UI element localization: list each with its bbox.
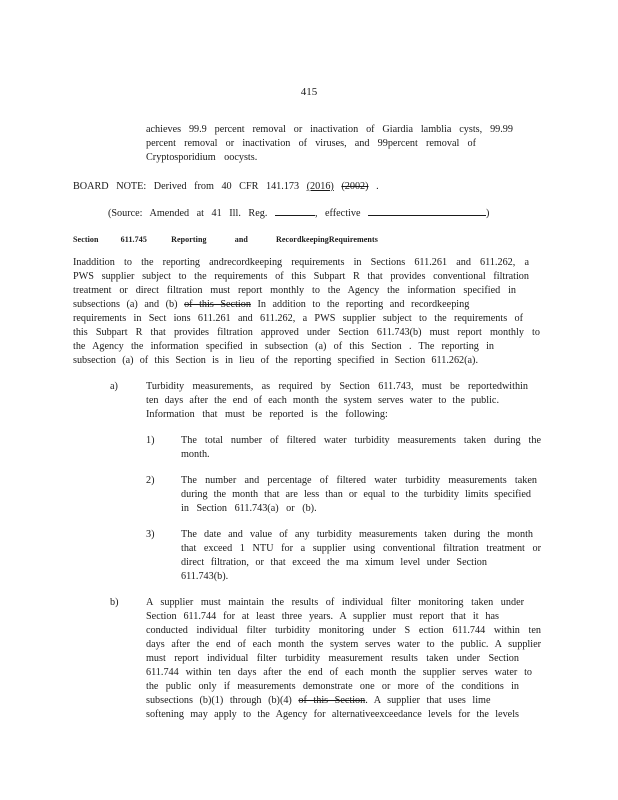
item-b-line-4: days after the end of each month the system serves water to the public. A supplier (146, 639, 541, 650)
source-suffix: ) (486, 208, 490, 219)
item-b-line-8-prefix: subsections (b)(1) through (b)(4) (146, 695, 292, 706)
item-b-line-6: 611.744 within ten days after the end of each month the supplier serves water to (146, 667, 532, 678)
main-line-4-struck: of this Section (184, 299, 251, 310)
item-b-line-8 (146, 694, 491, 708)
item-b-line-1: A supplier must maintain the results of individual filter monitoring taken under (146, 597, 524, 608)
intro-line-2: percent removal or inactivation of viruses, and 99percent removal of (146, 138, 476, 149)
main-line-3: treatment or direct filtration must report monthly to the Agency the information specified in (73, 285, 516, 296)
item-a-2-label: 2) (146, 475, 155, 486)
item-a-1-line-1: The total number of filtered water turbidity measurements taken during the (181, 435, 541, 446)
intro-line-1: achieves 99.9 percent removal or inactivation of Giardia lamblia cysts, 99.99 (146, 124, 513, 135)
main-line-6: this Subpart R that provides filtration approved under Section 611.743(b) must report monthly to (73, 327, 540, 338)
item-a-3-label: 3) (146, 529, 155, 540)
item-b-line-3: conducted individual filter turbidity monitoring under S ection 611.744 within ten (146, 625, 541, 636)
item-a-2-line-2: during the month that are less than or equal to the turbidity limits specified (181, 489, 531, 500)
section-title: Reporting and RecordkeepingRequirements (171, 235, 378, 244)
main-line-1: Inaddition to the reporting andrecordkeeping requirements in Sections 611.261 and 611.262, a (73, 257, 529, 268)
source-blank-2 (368, 205, 486, 216)
item-a-1-line-2: month. (181, 449, 210, 460)
section-number: Section 611.745 (73, 235, 147, 244)
main-line-4 (73, 298, 469, 312)
source-middle: , effective (314, 208, 361, 219)
item-b-line-8-struck: of this Section (298, 695, 366, 706)
item-b-line-2: Section 611.744 for at least three years. A supplier must report that it has (146, 611, 499, 622)
item-a-2-line-1: The number and percentage of filtered water turbidity measurements taken (181, 475, 537, 486)
item-b-line-5: must report individual filter turbidity measurement results taken under Section (146, 653, 519, 664)
item-a-line-2: ten days after the end of each month the system serves water to the public. (146, 395, 499, 406)
main-line-5: requirements in Sect ions 611.261 and 611.262, a PWS supplier subject to the requirements of (73, 313, 523, 324)
board-note-suffix: . (376, 181, 379, 192)
section-heading (73, 233, 378, 247)
main-line-4-suffix: In addition to the reporting and recordkeeping (257, 299, 470, 310)
board-note-inserted: (2016) (306, 181, 334, 192)
item-b-line-8-suffix: . A supplier that uses lime (365, 695, 491, 706)
page-number: 415 (300, 86, 318, 98)
item-a-label: a) (110, 381, 118, 392)
source-blank-1 (275, 205, 315, 216)
board-note-prefix: BOARD NOTE: Derived from 40 CFR 141.173 (73, 181, 300, 192)
item-a-3-line-4: 611.743(b). (181, 571, 229, 582)
item-a-2-line-3: in Section 611.743(a) or (b). (181, 503, 317, 514)
main-line-4-prefix: subsections (a) and (b) (73, 299, 178, 310)
item-a-line-1: Turbidity measurements, as required by Section 611.743, must be reportedwithin (146, 381, 528, 392)
main-line-7: the Agency the information specified in subsection (a) of this Section . The reporting in (73, 341, 494, 352)
intro-line-3: Cryptosporidium oocysts. (146, 152, 258, 163)
board-note-deleted: (2002) (341, 181, 369, 192)
source-prefix: (Source: Amended at 41 Ill. Reg. (108, 208, 268, 219)
item-b-line-9: softening may apply to the Agency for alternativeexceedance levels for the levels (146, 709, 519, 720)
main-line-8: subsection (a) of this Section is in lieu of the reporting specified in Section 611.262(a). (73, 355, 478, 366)
main-line-2: PWS supplier subject to the requirements of this Subpart R that provides conventional filtration (73, 271, 529, 282)
item-a-3-line-1: The date and value of any turbidity measurements taken during the month (181, 529, 533, 540)
source-line (108, 205, 489, 221)
item-a-1-label: 1) (146, 435, 155, 446)
item-a-line-3: Information that must be reported is the following: (146, 409, 388, 420)
item-b-line-7: the public only if measurements demonstrate one or more of the conditions in (146, 681, 519, 692)
item-a-3-line-2: that exceed 1 NTU for a supplier using conventional filtration treatment or (181, 543, 541, 554)
item-a-3-line-3: direct filtration, or that exceed the ma ximum level under Section (181, 557, 487, 568)
item-b-label: b) (110, 597, 119, 608)
board-note (73, 180, 379, 194)
